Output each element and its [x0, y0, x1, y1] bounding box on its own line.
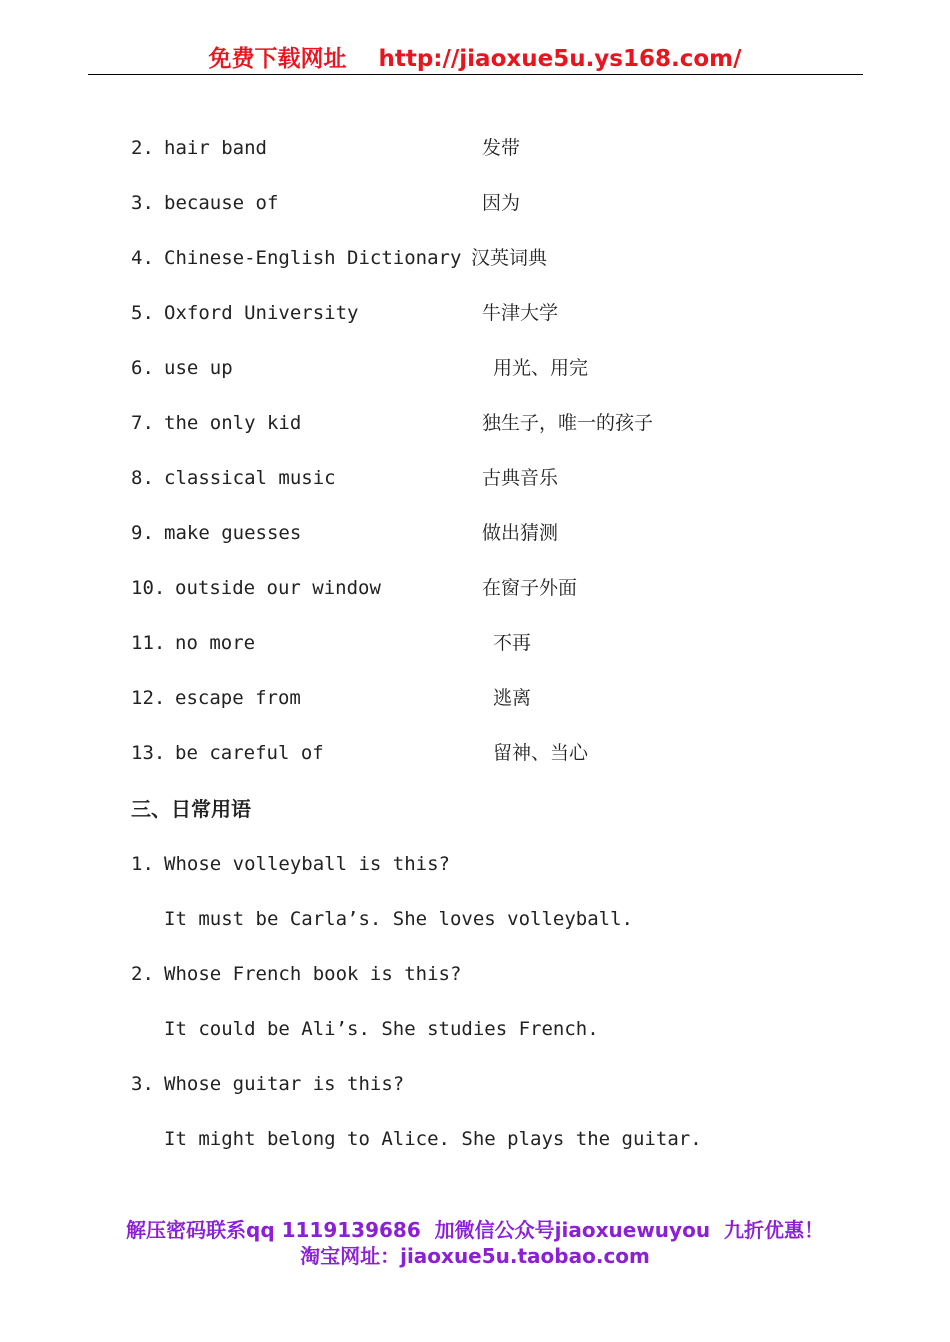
- section-title: 三、日常用语: [131, 797, 251, 821]
- item-number: 12.: [131, 687, 166, 709]
- item-number: 11.: [131, 632, 166, 654]
- item-number: 3.: [131, 192, 154, 214]
- item-chinese: 在窗子外面: [482, 577, 578, 599]
- item-english: Oxford University: [164, 302, 359, 324]
- item-chinese: 做出猜测: [482, 522, 559, 544]
- item-chinese: 用光、用完: [493, 357, 589, 379]
- item-english: outside our window: [175, 577, 381, 599]
- item-number: 8.: [131, 467, 154, 489]
- item-english: because of: [164, 192, 279, 214]
- item-number: 6.: [131, 357, 154, 379]
- item-chinese: 独生子，唯一的孩子: [482, 412, 654, 434]
- item-english: no more: [175, 632, 256, 654]
- item-english: make guesses: [164, 522, 302, 544]
- dialog-number: 1.: [131, 853, 154, 875]
- item-chinese: 牛津大学: [482, 302, 559, 324]
- dialog-answer: It could be Ali’s. She studies French.: [164, 1018, 599, 1040]
- item-chinese: 逃离: [493, 687, 532, 709]
- item-english: use up: [164, 357, 233, 379]
- dialog-number: 2.: [131, 963, 154, 985]
- item-chinese: 因为: [482, 192, 521, 214]
- dialog-question: Whose French book is this?: [164, 963, 462, 985]
- item-english: the only kid: [164, 412, 302, 434]
- dialog-question: Whose guitar is this?: [164, 1073, 405, 1095]
- item-chinese: 汉英词典: [471, 247, 548, 269]
- item-number: 5.: [131, 302, 154, 324]
- item-english: Chinese-English Dictionary: [164, 247, 462, 269]
- header-url[interactable]: http://jiaoxue5u.ys168.com/: [378, 46, 742, 72]
- item-number: 10.: [131, 577, 166, 599]
- dialog-answer: It might belong to Alice. She plays the guitar.: [164, 1128, 702, 1150]
- item-number: 7.: [131, 412, 154, 434]
- item-chinese: 留神、当心: [493, 742, 589, 764]
- footer-taobao[interactable]: 淘宝网址：jiaoxue5u.taobao.com: [300, 1244, 650, 1268]
- item-english: escape from: [175, 687, 301, 709]
- header-title: 免费下载网址: [208, 46, 347, 72]
- header-banner: [0, 40, 950, 73]
- item-chinese: 古典音乐: [482, 467, 559, 489]
- item-chinese: 不再: [493, 632, 532, 654]
- footer-contact: 解压密码联系qq 1119139686 加微信公众号jiaoxuewuyou 九折优惠！: [126, 1218, 824, 1242]
- item-number: 4.: [131, 247, 154, 269]
- dialog-number: 3.: [131, 1073, 154, 1095]
- item-english: hair band: [164, 137, 267, 159]
- item-english: classical music: [164, 467, 336, 489]
- header-rule: [88, 74, 863, 75]
- dialog-question: Whose volleyball is this?: [164, 853, 450, 875]
- item-number: 2.: [131, 137, 154, 159]
- dialog-answer: It must be Carla’s. She loves volleyball.: [164, 908, 633, 930]
- item-number: 13.: [131, 742, 166, 764]
- item-number: 9.: [131, 522, 154, 544]
- item-english: be careful of: [175, 742, 324, 764]
- item-chinese: 发带: [482, 137, 521, 159]
